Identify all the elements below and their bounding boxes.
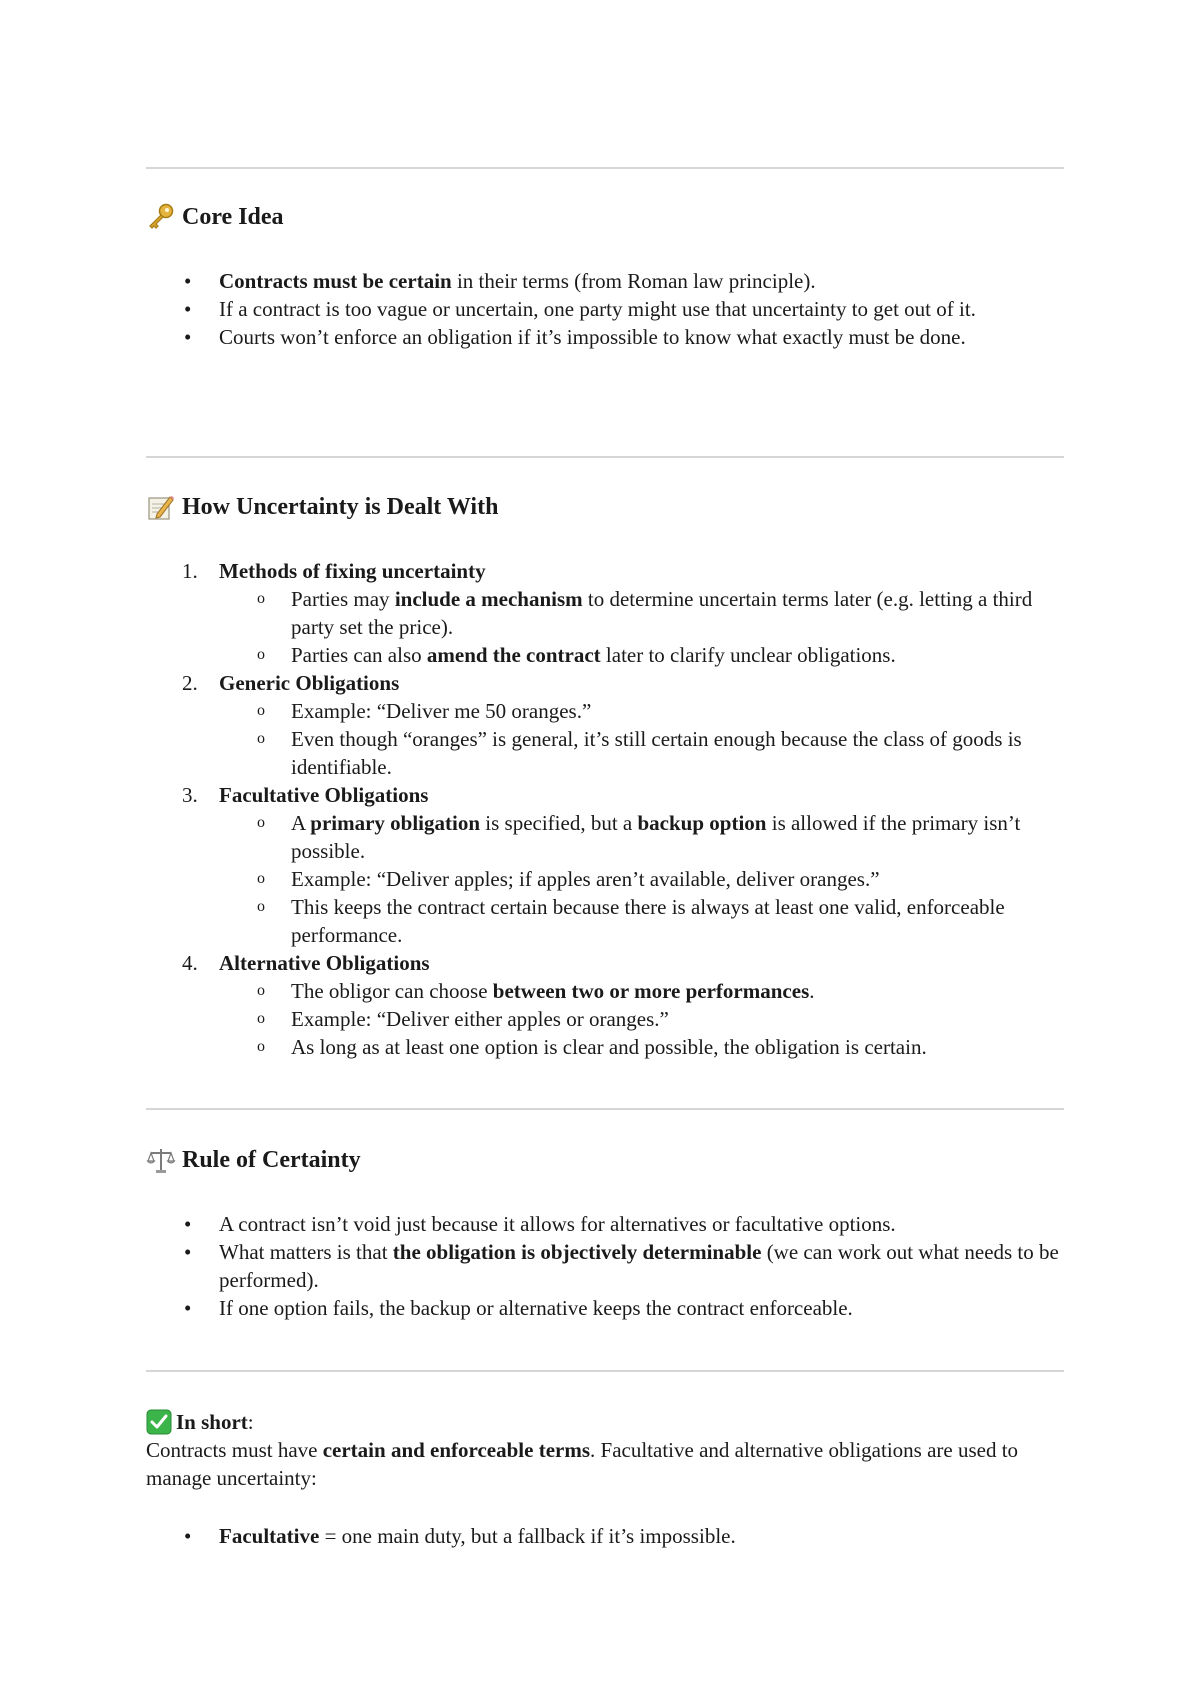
list-item: 4. Alternative Obligations o The obligor can choose between two or more performances. o Example: “Deliver either apples or oranges.” o As long as at least one option is clear and possible, the obligation is certain.: [146, 949, 1066, 1061]
list-item: • A contract isn’t void just because it allows for alternatives or facultative options.: [146, 1210, 1066, 1238]
memo-icon: [146, 492, 176, 522]
section-title: Rule of Certainty: [182, 1146, 361, 1173]
list-item: 1. Methods of fixing uncertainty o Parties may include a mechanism to determine uncertain terms later (e.g. letting a third party set the price). o Parties can also amend the contract later to clarify unclear obligations.: [146, 557, 1066, 669]
summary-title: In short :: [146, 1408, 1066, 1436]
section-title: Core Idea: [182, 203, 284, 230]
list-item: • Contracts must be certain in their terms (from Roman law principle).: [146, 267, 1066, 295]
uncertainty-list: [146, 557, 1066, 1061]
summary-list: [146, 1522, 1066, 1550]
list-item: 3. Facultative Obligations o A primary obligation is specified, but a backup option is allowed if the primary isn’t possible. o Example: “Deliver apples; if apples aren’t available, deliver oranges.” o This keeps the contract certain because there is always at least one valid, enforceable performance.: [146, 781, 1066, 949]
divider: [146, 1370, 1064, 1372]
scales-icon: [146, 1145, 176, 1175]
sub-item: o Parties may include a mechanism to determine uncertain terms later (e.g. letting a third party set the price).: [219, 585, 1066, 641]
list-item: • Facultative = one main duty, but a fallback if it’s impossible.: [146, 1522, 1066, 1550]
divider: [146, 1108, 1064, 1110]
list-item: • If one option fails, the backup or alternative keeps the contract enforceable.: [146, 1294, 1066, 1322]
sub-item: o Parties can also amend the contract later to clarify unclear obligations.: [219, 641, 1066, 669]
list-item: 2. Generic Obligations o Example: “Deliver me 50 oranges.” o Even though “oranges” is general, it’s still certain enough because the class of goods is identifiable.: [146, 669, 1066, 781]
list-item: • What matters is that the obligation is objectively determinable (we can work out what needs to be performed).: [146, 1238, 1066, 1294]
list-item: • Courts won’t enforce an obligation if it’s impossible to know what exactly must be done.: [146, 323, 1066, 351]
rule-list: [146, 1210, 1066, 1322]
section-heading-core-idea: [146, 202, 284, 232]
list-item: • If a contract is too vague or uncertain, one party might use that uncertainty to get out of it.: [146, 295, 1066, 323]
summary-block: [146, 1408, 1066, 1492]
sub-item: o A primary obligation is specified, but a backup option is allowed if the primary isn’t possible.: [219, 809, 1066, 865]
sub-item: o Even though “oranges” is general, it’s still certain enough because the class of goods is identifiable.: [219, 725, 1066, 781]
divider: [146, 456, 1064, 458]
sub-item: o Example: “Deliver apples; if apples aren’t available, deliver oranges.”: [219, 865, 1066, 893]
core-idea-list: [146, 267, 1066, 351]
sub-item: o Example: “Deliver either apples or oranges.”: [219, 1005, 1066, 1033]
section-heading-uncertainty: [146, 492, 498, 522]
key-icon: [146, 202, 176, 232]
summary-paragraph: Contracts must have certain and enforceable terms. Facultative and alternative obligations are used to manage uncertainty:: [146, 1438, 1019, 1490]
sub-item: o The obligor can choose between two or more performances.: [219, 977, 1066, 1005]
sub-item: o This keeps the contract certain because there is always at least one valid, enforceable performance.: [219, 893, 1066, 949]
check-mark-icon: [146, 1409, 172, 1435]
section-heading-rule-of-certainty: [146, 1145, 361, 1175]
section-title: How Uncertainty is Dealt With: [182, 493, 499, 520]
sub-item: o Example: “Deliver me 50 oranges.”: [219, 697, 1066, 725]
divider: [146, 167, 1064, 169]
sub-item: o As long as at least one option is clear and possible, the obligation is certain.: [219, 1033, 1066, 1061]
